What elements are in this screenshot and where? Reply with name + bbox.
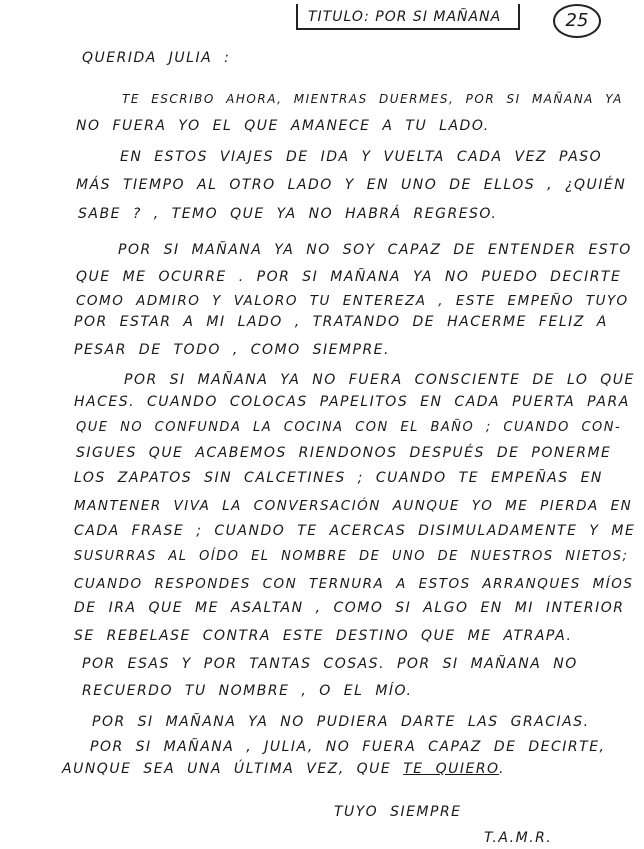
closing: TUYO SIEMPRE bbox=[334, 804, 462, 820]
letter-line: LOS ZAPATOS SIN CALCETINES ; CUANDO TE EMPEÑAS EN bbox=[74, 470, 603, 486]
greeting: QUERIDA JULIA : bbox=[82, 50, 231, 66]
letter-line: SE REBELASE CONTRA ESTE DESTINO QUE ME ATRAPA. bbox=[74, 628, 573, 644]
final-line-end: . bbox=[499, 761, 505, 777]
letter-line: POR ESTAR A MI LADO , TRATANDO DE HACERME FELIZ A bbox=[74, 314, 608, 330]
letter-line: MANTENER VIVA LA CONVERSACIÓN AUNQUE YO ME PIERDA EN bbox=[74, 498, 633, 514]
letter-line: POR SI MAÑANA YA NO FUERA CONSCIENTE DE LO QUE bbox=[124, 372, 635, 388]
final-line-start: AUNQUE SEA UNA ÚLTIMA VEZ, QUE bbox=[62, 761, 392, 777]
letter-line: HACES. CUANDO COLOCAS PAPELITOS EN CADA PUERTA PARA bbox=[74, 394, 630, 410]
letter-line: CUANDO RESPONDES CON TERNURA A ESTOS ARRANQUES MÍOS bbox=[74, 576, 634, 592]
letter-line: CADA FRASE ; CUANDO TE ACERCAS DISIMULADAMENTE Y ME bbox=[74, 523, 636, 539]
letter-line: TE ESCRIBO AHORA, MIENTRAS DUERMES, POR SI MAÑANA YA bbox=[122, 92, 623, 106]
letter-line: POR SI MAÑANA YA NO SOY CAPAZ DE ENTENDER ESTO bbox=[118, 242, 632, 258]
final-line bbox=[62, 761, 505, 777]
letter-line: POR ESAS Y POR TANTAS COSAS. POR SI MAÑANA NO bbox=[82, 656, 578, 672]
letter-line: MÁS TIEMPO AL OTRO LADO Y EN UNO DE ELLOS , ¿QUIÉN bbox=[76, 177, 627, 193]
letter-line: QUE ME OCURRE . POR SI MAÑANA YA NO PUEDO DECIRTE bbox=[76, 269, 622, 285]
letter-line: SIGUES QUE ACABEMOS RIENDONOS DESPUÉS DE PONERME bbox=[76, 445, 612, 461]
te-quiero-text: TE QUIERO bbox=[403, 761, 500, 777]
letter-line: QUE NO CONFUNDA LA COCINA CON EL BAÑO ; CUANDO CON- bbox=[76, 420, 622, 435]
letter-line: COMO ADMIRO Y VALORO TU ENTEREZA , ESTE EMPEÑO TUYO bbox=[76, 293, 629, 309]
letter-line: PESAR DE TODO , COMO SIEMPRE. bbox=[74, 342, 390, 358]
signature: T.A.M.R. bbox=[484, 830, 553, 846]
letter-line: POR SI MAÑANA YA NO PUDIERA DARTE LAS GRACIAS. bbox=[92, 714, 590, 730]
letter-line: DE IRA QUE ME ASALTAN , COMO SI ALGO EN MI INTERIOR bbox=[74, 600, 625, 616]
letter-line: NO FUERA YO EL QUE AMANECE A TU LADO. bbox=[76, 118, 490, 134]
letter-line: SABE ? , TEMO QUE YA NO HABRÁ REGRESO. bbox=[78, 206, 498, 222]
letter-line: EN ESTOS VIAJES DE IDA Y VUELTA CADA VEZ PASO bbox=[120, 149, 603, 165]
letter-line: RECUERDO TU NOMBRE , O EL MÍO. bbox=[82, 683, 413, 699]
letter-line: POR SI MAÑANA , JULIA, NO FUERA CAPAZ DE DECIRTE, bbox=[90, 739, 606, 755]
letter-line: SUSURRAS AL OÍDO EL NOMBRE DE UNO DE NUESTROS NIETOS; bbox=[74, 549, 629, 564]
page-number-circle: 25 bbox=[553, 4, 601, 38]
letter-title: TITULO: POR SI MAÑANA bbox=[296, 4, 520, 30]
